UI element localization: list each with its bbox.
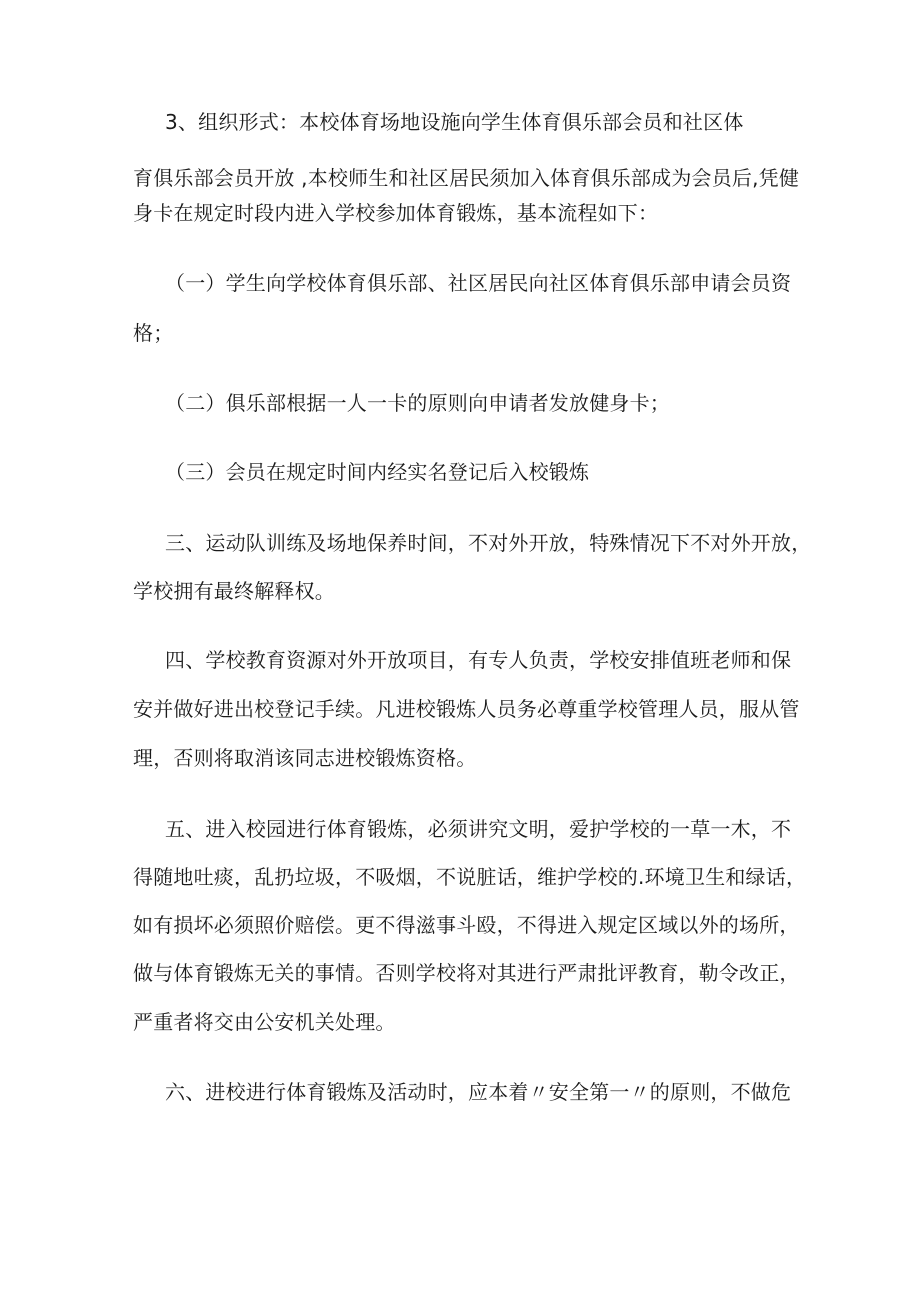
text-line-section-six: 六、进校进行体育锻炼及活动时，应本着〃安全第一〃的原则，不做危	[165, 1080, 792, 1104]
text-line: 严重者将交由公安机关处理。	[133, 1010, 396, 1034]
text-line: 安并做好进出校登记手续。凡进校锻炼人员务必尊重学校管理人员，服从管	[133, 697, 800, 721]
text-line-item-2: （二）俱乐部根据一人一卡的原则向申请者发放健身卡；	[165, 391, 670, 415]
text-line: 育俱乐部会员开放 ,本校师生和社区居民须加入体育俱乐部成为会员后,凭健	[133, 166, 800, 190]
text-line: 如有损坏必须照价赔偿。更不得滋事斗殴，不得进入规定区域以外的场所，	[133, 913, 800, 937]
text-line-section-three: 三、运动队训练及场地保养时间，不对外开放，特殊情况下不对外开放，	[165, 531, 812, 555]
text-line-item-3: （三）会员在规定时间内经实名登记后入校锻炼	[165, 460, 590, 484]
text-line: 得随地吐痰，乱扔垃圾，不吸烟，不说脏话，维护学校的.环境卫生和绿话，	[133, 865, 807, 889]
text-line-section-3-title: 3、组织形式：本校体育场地设施向学生体育俱乐部会员和社区体	[165, 110, 744, 134]
text-line: 格；	[133, 321, 174, 345]
text-line-section-four: 四、学校教育资源对外开放项目，有专人负责，学校安排值班老师和保	[165, 648, 792, 672]
text-line: 身卡在规定时段内进入学校参加体育锻炼，基本流程如下：	[133, 201, 659, 225]
text-line: 做与体育锻炼无关的事情。否则学校将对其进行严肃批评教育，勒令改正，	[133, 961, 800, 985]
text-line-item-1: （一）学生向学校体育俱乐部、社区居民向社区体育俱乐部申请会员资	[165, 271, 792, 295]
text-line: 理，否则将取消该同志进校锻炼资格。	[133, 746, 477, 770]
text-line: 学校拥有最终解释权。	[133, 579, 335, 603]
text-line-section-five: 五、进入校园进行体育锻炼，必须讲究文明，爱护学校的一草一木，不	[165, 817, 792, 841]
